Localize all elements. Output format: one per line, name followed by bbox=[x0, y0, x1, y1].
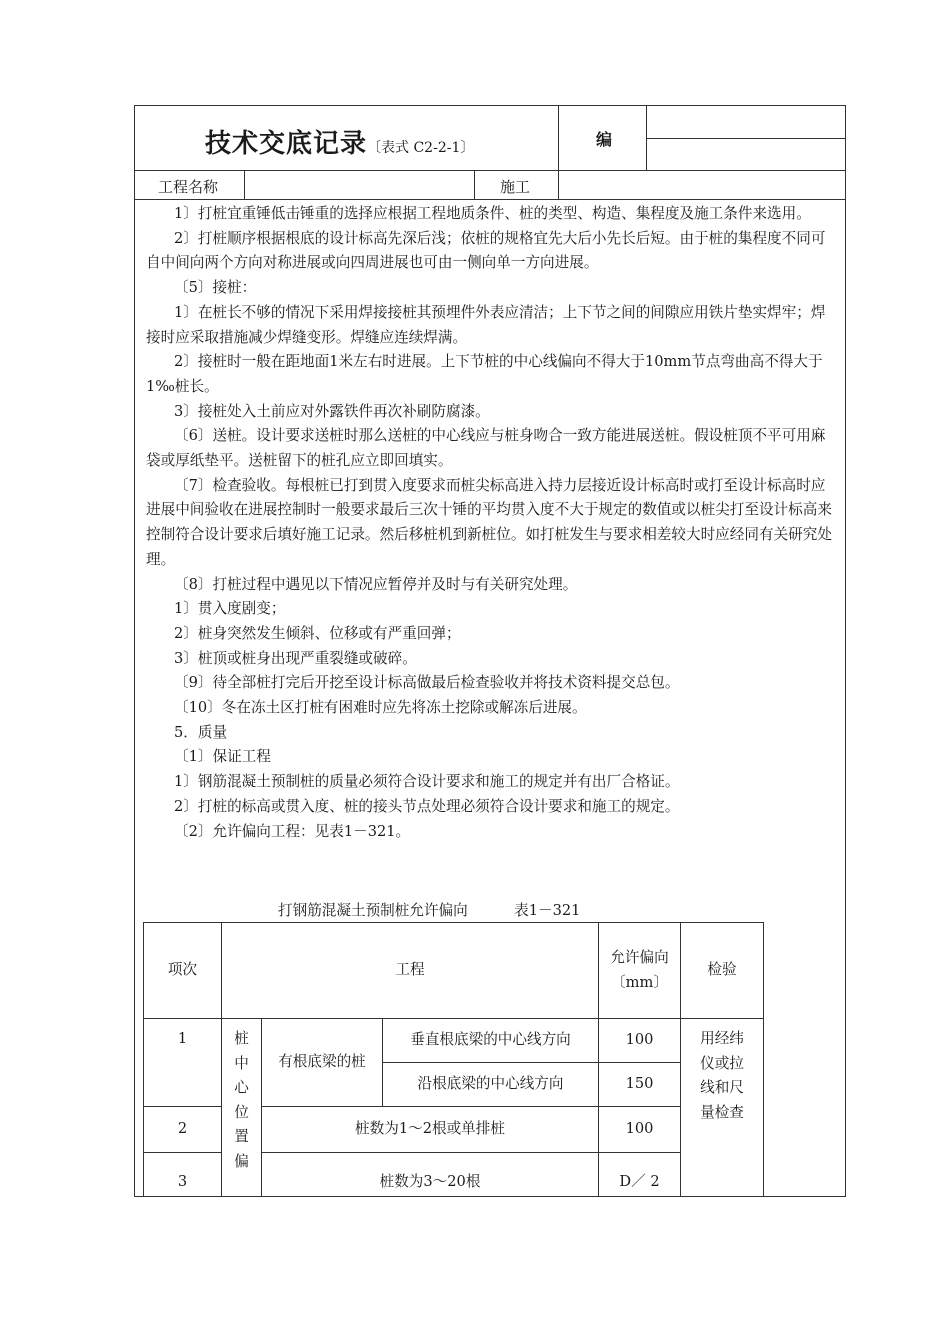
title-text: 技术交底记录 bbox=[205, 129, 368, 159]
tolerance-table bbox=[143, 922, 764, 1197]
disclosure-content bbox=[146, 202, 838, 844]
info-row-divider bbox=[134, 199, 846, 200]
inspection-method: 用经纬仪或拉线和尺量检查 bbox=[681, 1019, 764, 1197]
paragraph: 〔6〕送桩。设计要求送桩时那么送桩的中心线应与桩身吻合一致方能进展送桩。假设桩顶不平可用麻袋或厚纸垫平。送桩留下的桩孔应立即回填实。 bbox=[146, 427, 826, 470]
row-desc: 桩数为3～20根 bbox=[262, 1153, 599, 1197]
row-desc: 沿根底梁的中心线方向 bbox=[383, 1063, 599, 1107]
row-no: 3 bbox=[144, 1153, 222, 1197]
header-inspection: 检验 bbox=[681, 923, 764, 1019]
paragraph: 1〕在桩长不够的情况下采用焊接接桩其预埋件外表应清洁；上下节之间的间隙应用铁片垫实焊牢；焊接时应采取措施减少焊缝变形。焊缝应连续焊满。 bbox=[146, 303, 826, 346]
row-value: 100 bbox=[599, 1107, 681, 1153]
paragraph: 〔2〕允许偏向工程：见表1－321。 bbox=[174, 822, 411, 840]
construction-label: 施工 bbox=[500, 178, 531, 196]
table-number: 表1－321 bbox=[514, 902, 581, 919]
row-desc: 桩数为1～2根或单排桩 bbox=[262, 1107, 599, 1153]
paragraph: 2〕打桩顺序根据根底的设计标高先深后浅；依桩的规格宜先大后小先长后短。由于桩的集程度不同可自中间向两个方向对称进展或向四周进展也可由一侧向单一方向进展。 bbox=[146, 229, 826, 272]
document-title bbox=[205, 123, 474, 160]
table-header-row bbox=[144, 923, 764, 1019]
paragraph: 〔10〕冬在冻土区打桩有困难时应先将冻土挖除或解冻后进展。 bbox=[174, 699, 587, 717]
header-item: 工程 bbox=[222, 923, 599, 1019]
header-tolerance: 允许偏向〔mm〕 bbox=[599, 923, 681, 1019]
info-divider-2 bbox=[474, 170, 475, 199]
table-caption bbox=[278, 899, 580, 920]
paragraph: 2〕接桩时一般在距地面1米左右时进展。上下节桩的中心线偏向不得大于10mm节点弯曲高不得大于1‰桩长。 bbox=[146, 353, 823, 395]
row-desc: 垂直根底梁的中心线方向 bbox=[383, 1019, 599, 1063]
paragraph: 〔5〕接桩： bbox=[174, 279, 257, 297]
paragraph: 1〕钢筋混凝土预制桩的质量必须符合设计要求和施工的规定并有出厂合格证。 bbox=[174, 773, 680, 791]
paragraph: 〔1〕保证工程 bbox=[174, 748, 271, 766]
row-no: 2 bbox=[144, 1107, 222, 1153]
table-caption-text: 打钢筋混凝土预制桩允许偏向 bbox=[278, 902, 468, 919]
row-no: 1 bbox=[144, 1019, 222, 1107]
paragraph: 〔7〕检查验收。每根桩已打到贯入度要求而桩尖标高进入持力层接近设计标高时或打至设计标高时应进展中间验收在进展控制时一般要求最后三次十锤的平均贯入度不大于规定的数值或以桩尖打至设计标高来控制符合设计要求后填好施工记录。然后移桩机到新桩位。如打桩发生与要求相差较大时应经同有关研究处理。 bbox=[146, 476, 832, 568]
paragraph: 2〕打桩的标高或贯入度、桩的接头节点处理必须符合设计要求和施工的规定。 bbox=[174, 797, 680, 815]
paragraph: 5．质量 bbox=[174, 723, 228, 741]
paragraph: 1〕贯入度剧变； bbox=[174, 600, 286, 618]
paragraph: 〔9〕待全部桩打完后开挖至设计标高做最后检查验收并将技术资料提交总包。 bbox=[174, 674, 680, 692]
info-divider-1 bbox=[244, 170, 245, 199]
title-cell-divider bbox=[558, 105, 559, 199]
number-label: 编 bbox=[596, 130, 613, 149]
project-name-label: 工程名称 bbox=[158, 178, 219, 196]
number-label-divider bbox=[646, 105, 647, 170]
sub-label: 有根底梁的桩 bbox=[262, 1019, 383, 1107]
header-divider bbox=[134, 170, 846, 171]
paragraph: 2〕桩身突然发生倾斜、位移或有严重回弹； bbox=[174, 624, 461, 642]
header-no: 项次 bbox=[144, 923, 222, 1019]
form-code: 〔表式 C2-2-1〕 bbox=[367, 140, 475, 156]
group-label: 桩中心位置偏 bbox=[222, 1019, 262, 1197]
paragraph: 〔8〕打桩过程中遇见以下情况应暂停并及时与有关研究处理。 bbox=[174, 575, 578, 593]
row-value: 150 bbox=[599, 1063, 681, 1107]
number-cell-divider bbox=[646, 138, 846, 139]
paragraph: 3〕接桩处入土前应对外露铁件再次补刷防腐漆。 bbox=[174, 402, 490, 420]
row-value: 100 bbox=[599, 1019, 681, 1063]
table-row bbox=[144, 1019, 764, 1063]
paragraph: 3〕桩顶或桩身出现严重裂缝或破碎。 bbox=[174, 649, 417, 667]
paragraph: 1〕打桩宜重锤低击锤重的选择应根据工程地质条件、桩的类型、构造、集程度及施工条件来选用。 bbox=[174, 205, 811, 222]
row-value: D／ 2 bbox=[599, 1153, 681, 1197]
